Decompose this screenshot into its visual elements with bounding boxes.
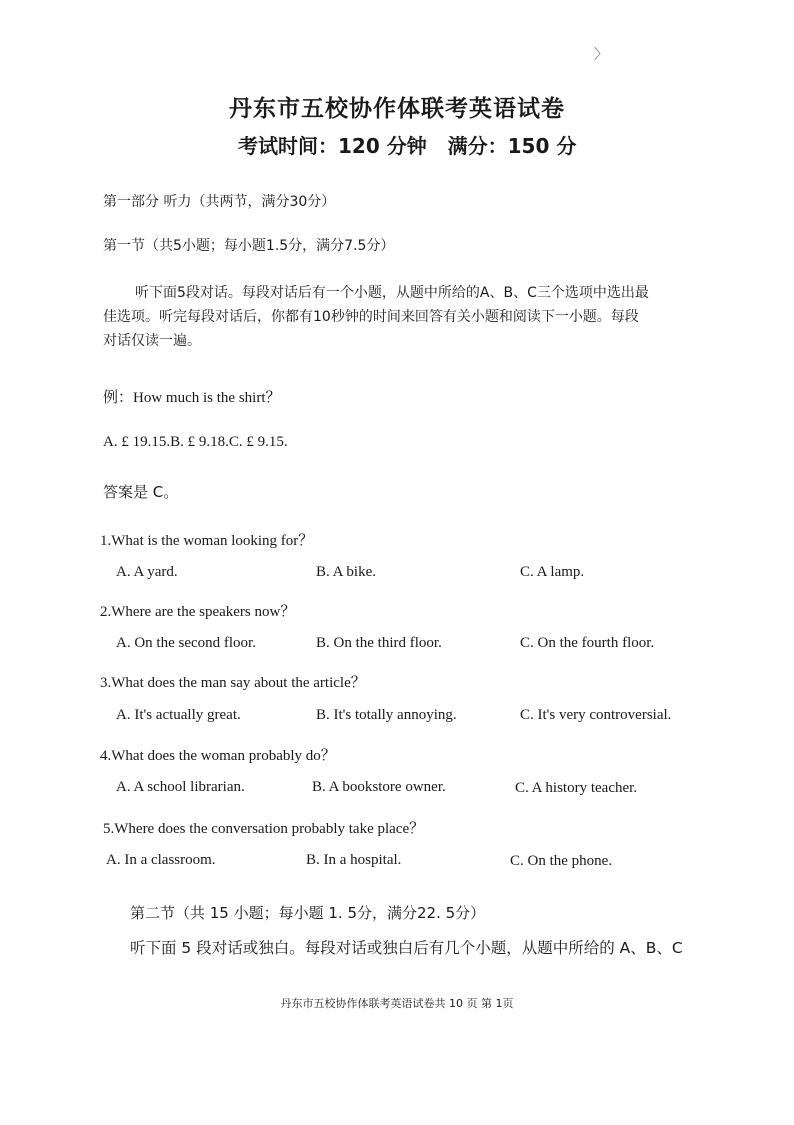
q2-option-c: C. On the fourth floor. [520, 635, 655, 651]
q5-option-a: A. In a classroom. [106, 852, 216, 868]
question-3: 3.What does the man say about the article？ [100, 675, 366, 691]
q1-option-c: C. A lamp. [520, 564, 585, 580]
q3-option-c: C. It's very controversial. [520, 707, 672, 723]
q1-option-a: A. A yard. [116, 564, 178, 580]
scan-mark: 〉 [594, 47, 608, 63]
question-1: 1.What is the woman looking for？ [100, 533, 314, 549]
q5-option-c: C. On the phone. [510, 853, 613, 869]
exam-score: 满分：150 分 [447, 134, 577, 158]
q3-option-b: B. It's totally annoying. [316, 707, 457, 723]
example-answer: 答案是 C。 [103, 483, 179, 501]
question-4: 4.What does the woman probably do？ [100, 748, 336, 764]
instruction-line-2: 佳选项。听完每段对话后，你都有10秒钟的时间来回答有关小题和阅读下一小题。每段 [103, 309, 639, 325]
section1-heading: 第一节（共5小题；每小题1.5分，满分7.5分） [103, 238, 395, 254]
exam-time: 考试时间：120 分钟 [238, 134, 427, 158]
q3-option-a: A. It's actually great. [116, 707, 241, 723]
q4-option-a: A. A school librarian. [116, 779, 245, 795]
q2-option-b: B. On the third floor. [316, 635, 442, 651]
section2-instructions: 听下面 5 段对话或独白。每段对话或独白后有几个小题，从题中所给的 A、B、C [130, 939, 683, 957]
section2-heading: 第二节（共 15 小题；每小题 1. 5分，满分22. 5分） [130, 904, 486, 922]
q4-option-c: C. A history teacher. [515, 780, 638, 796]
q4-option-b: B. A bookstore owner. [312, 779, 446, 795]
exam-meta [238, 130, 576, 159]
page-title: 丹东市五校协作体联考英语试卷 [229, 96, 565, 122]
example-question: 例：How much is the shirt？ [103, 390, 281, 406]
example-options: A. £ 19.15.B. £ 9.18.C. £ 9.15. [103, 434, 288, 450]
question-5: 5.Where does the conversation probably take place？ [103, 821, 425, 837]
part1-heading: 第一部分 听力（共两节，满分30分） [103, 194, 336, 210]
q2-option-a: A. On the second floor. [116, 635, 256, 651]
q5-option-b: B. In a hospital. [306, 852, 402, 868]
instruction-line-3: 对话仅读一遍。 [103, 333, 201, 349]
q1-option-b: B. A bike. [316, 564, 377, 580]
page-footer: 丹东市五校协作体联考英语试卷共 10 页 第 1页 [280, 997, 514, 1010]
instruction-line-1: 听下面5段对话。每段对话后有一个小题，从题中所给的A、B、C三个选项中选出最 [135, 285, 649, 301]
question-2: 2.Where are the speakers now？ [100, 604, 296, 620]
